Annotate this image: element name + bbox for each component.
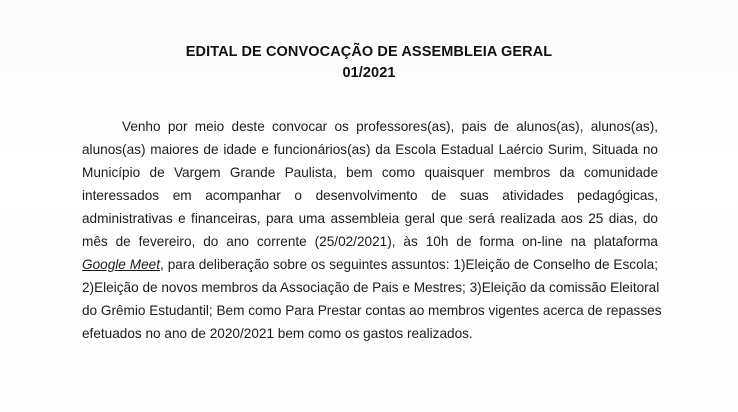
body-line: administrativas e financeiras, para uma assembleia geral que será realizada aos 25 dias, do — [82, 211, 658, 226]
document-title: EDITAL DE CONVOCAÇÃO DE ASSEMBLEIA GERAL — [185, 44, 553, 60]
platform-name: Google Meet — [82, 257, 160, 272]
body-line: mês de fevereiro, do ano corrente (25/02/2021), às 10h de forma on-line na plataforma — [82, 234, 658, 249]
body-line: Município de Vargem Grande Paulista, bem como quaisquer membros da comunidade — [82, 165, 658, 180]
body-line: alunos(as) maiores de idade e funcionários(as) da Escola Estadual Laércio Surim, Situada no — [82, 142, 658, 157]
document-number: 01/2021 — [342, 65, 396, 81]
body-line: efetuados no ano de 2020/2021 bem como os gastos realizados. — [82, 326, 473, 341]
body-line-text: para deliberação sobre os seguintes assuntos: 1)Eleição de Conselho de Escola; — [167, 257, 658, 272]
platform-suffix: , — [159, 257, 164, 272]
body-line: 2)Eleição de novos membros da Associação de Pais e Mestres; 3)Eleição da comissão Eleitoral — [82, 280, 660, 295]
document-body — [82, 115, 662, 345]
body-line: do Grêmio Estudantil; Bem como Para Prestar contas ao membros vigentes acerca de repasses — [82, 303, 662, 318]
body-line-platform — [82, 253, 658, 276]
body-line: interessados em acompanhar o desenvolvimento de suas atividades pedagógicas, — [82, 188, 658, 203]
body-line: Venho por meio deste convocar os professores(as), pais de alunos(as), alunos(as), — [122, 119, 658, 134]
